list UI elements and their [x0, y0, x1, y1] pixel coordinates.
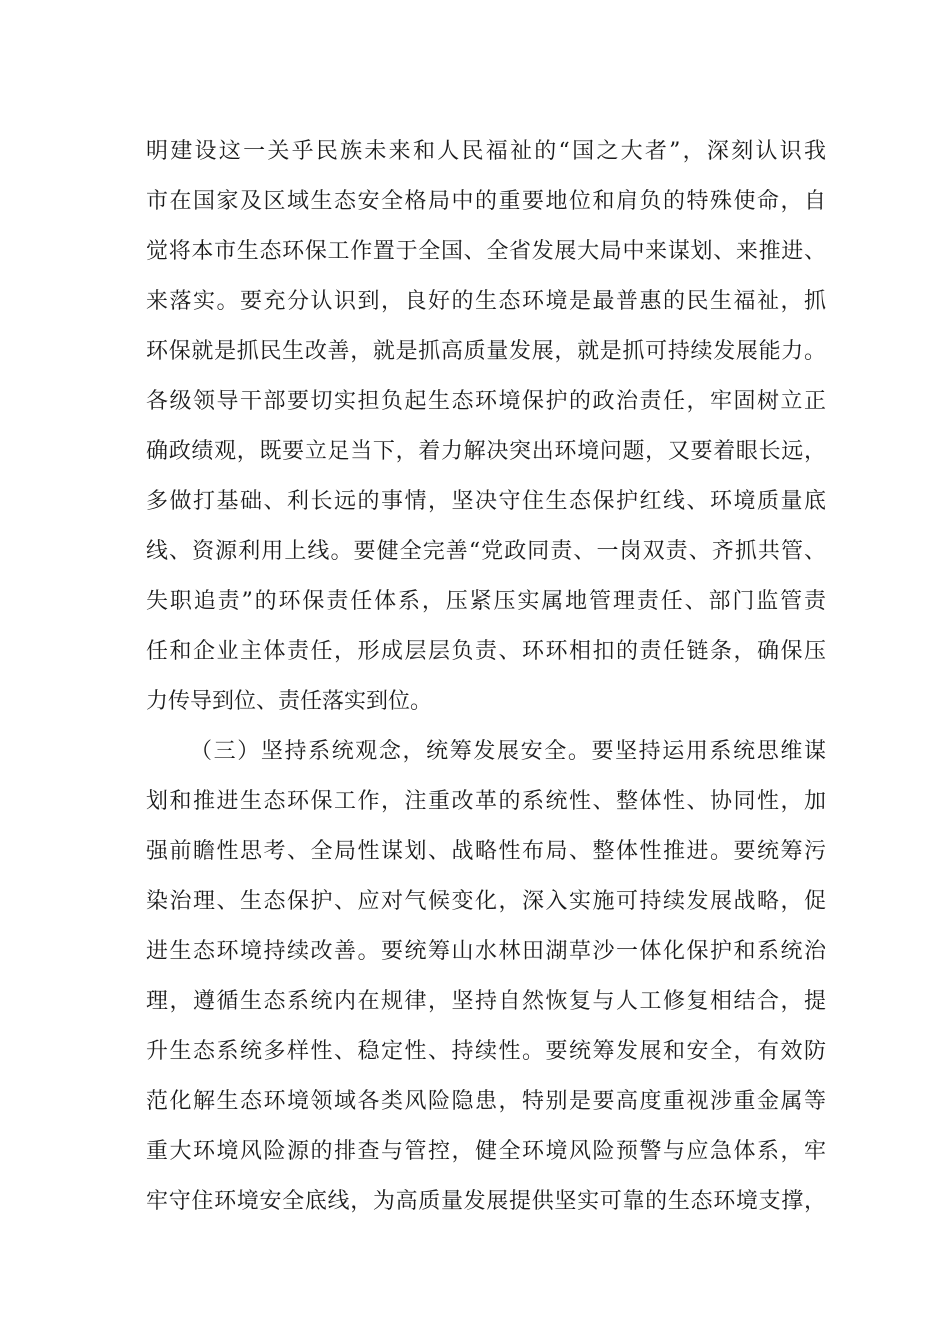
- text-line-9: 线、资源利用上线。要健全完善“党政同责、一岗双责、齐抓共管、: [146, 539, 826, 564]
- text-line-7: 确政绩观，既要立足当下，着力解决突出环境问题，又要着眼长远，: [146, 439, 826, 464]
- text-line-3: 觉将本市生态环保工作置于全国、全省发展大局中来谋划、来推进、: [146, 239, 826, 264]
- text-line-5: 环保就是抓民生改善，就是抓高质量发展，就是抓可持续发展能力。: [146, 339, 826, 364]
- text-line-15: 强前瞻性思考、全局性谋划、战略性布局、整体性推进。要统筹污: [146, 839, 826, 864]
- text-line-2: 市在国家及区域生态安全格局中的重要地位和肩负的特殊使命，自: [146, 189, 826, 214]
- text-line-8: 多做打基础、利长远的事情，坚决守住生态保护红线、环境质量底: [146, 489, 826, 514]
- text-line-6: 各级领导干部要切实担负起生态环境保护的政治责任，牢固树立正: [146, 389, 826, 414]
- text-line-14: 划和推进生态环保工作，注重改革的系统性、整体性、协同性，加: [146, 789, 826, 814]
- text-line-20: 范化解生态环境领域各类风险隐患，特别是要高度重视涉重金属等: [146, 1089, 826, 1114]
- text-line-1: 明建设这一关乎民族未来和人民福祉的“国之大者”，深刻认识我: [146, 139, 826, 164]
- text-line-21: 重大环境风险源的排查与管控，健全环境风险预警与应急体系，牢: [146, 1139, 826, 1164]
- text-line-16: 染治理、生态保护、应对气候变化，深入实施可持续发展战略，促: [146, 889, 826, 914]
- text-line-12: 力传导到位、责任落实到位。: [146, 689, 433, 714]
- text-line-11: 任和企业主体责任，形成层层负责、环环相扣的责任链条，确保压: [146, 639, 826, 664]
- text-line-19: 升生态系统多样性、稳定性、持续性。要统筹发展和安全，有效防: [146, 1039, 826, 1064]
- text-line-10: 失职追责”的环保责任体系，压紧压实属地管理责任、部门监管责: [146, 589, 826, 614]
- section-heading-line: （三）坚持系统观念，统筹发展安全。要坚持运用系统思维谋: [190, 739, 826, 764]
- text-line-17: 进生态环境持续改善。要统筹山水林田湖草沙一体化保护和系统治: [146, 939, 826, 964]
- text-line-18: 理，遵循生态系统内在规律，坚持自然恢复与人工修复相结合，提: [146, 989, 826, 1014]
- text-line-4: 来落实。要充分认识到，良好的生态环境是最普惠的民生福祉，抓: [146, 289, 826, 314]
- text-line-22: 牢守住环境安全底线，为高质量发展提供坚实可靠的生态环境支撑，: [146, 1189, 826, 1214]
